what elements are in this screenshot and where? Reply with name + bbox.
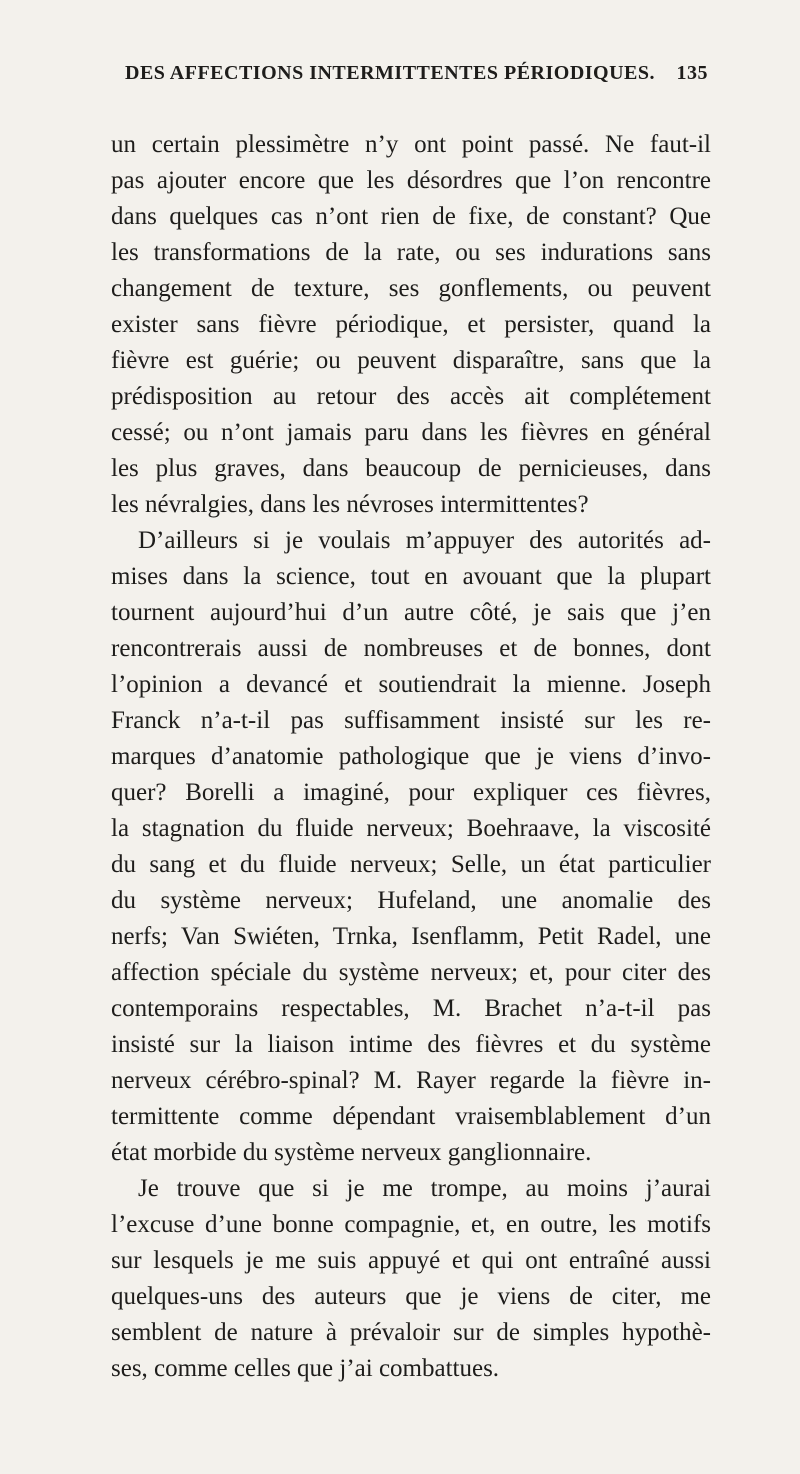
text-line: les transformations de la rate, ou ses indurations sans bbox=[111, 239, 711, 266]
text-line: insisté sur la liaison intime des fièvres et du système bbox=[111, 1031, 711, 1058]
text-line: un certain plessimètre n’y ont point passé. Ne faut-il bbox=[111, 131, 711, 158]
text-line: cessé; ou n’ont jamais paru dans les fièvres en général bbox=[111, 419, 711, 446]
text-line: les névralgies, dans les névroses intermittentes? bbox=[111, 491, 589, 518]
text-line: la stagnation du fluide nerveux; Boehraave, la viscosité bbox=[111, 815, 711, 842]
text-line: Franck n’a-t-il pas suffisamment insisté sur les re- bbox=[111, 707, 711, 734]
text-line: exister sans fièvre périodique, et persister, quand la bbox=[111, 311, 711, 338]
text-line: contemporains respectables, M. Brachet n’a-t-il pas bbox=[111, 995, 711, 1022]
text-line: marques d’anatomie pathologique que je viens d’invo- bbox=[111, 743, 711, 770]
text-line: rencontrerais aussi de nombreuses et de bonnes, dont bbox=[111, 635, 711, 662]
text-line: nerfs; Van Swiéten, Trnka, Isenflamm, Petit Radel, une bbox=[111, 923, 711, 950]
text-line: du sang et du fluide nerveux; Selle, un état particulier bbox=[111, 851, 711, 878]
text-line: affection spéciale du système nerveux; et, pour citer des bbox=[111, 959, 711, 986]
text-line: état morbide du système nerveux ganglionnaire. bbox=[111, 1139, 592, 1166]
running-title: DES AFFECTIONS INTERMITTENTES PÉRIODIQUES. bbox=[125, 62, 656, 84]
text-line: termittente comme dépendant vraisemblablement d’un bbox=[111, 1103, 711, 1130]
page-number: 135 bbox=[676, 62, 708, 84]
text-line: mises dans la science, tout en avouant que la plupart bbox=[111, 563, 711, 590]
text-line: Je trouve que si je me trompe, au moins j’aurai bbox=[138, 1175, 711, 1202]
text-line: ses, comme celles que j’ai combattues. bbox=[111, 1355, 500, 1382]
text-line: quer? Borelli a imaginé, pour expliquer ces fièvres, bbox=[111, 779, 711, 806]
text-line: tournent aujourd’hui d’un autre côté, je sais que j’en bbox=[111, 599, 711, 626]
text-line: fièvre est guérie; ou peuvent disparaître, sans que la bbox=[111, 347, 711, 374]
text-line: dans quelques cas n’ont rien de fixe, de constant? Que bbox=[111, 203, 711, 230]
text-line: les plus graves, dans beaucoup de pernicieuses, dans bbox=[111, 455, 711, 482]
body-text bbox=[111, 127, 711, 1387]
text-line: l’excuse d’une bonne compagnie, et, en outre, les motifs bbox=[111, 1211, 711, 1238]
text-line: changement de texture, ses gonflements, ou peuvent bbox=[111, 275, 711, 302]
page-header bbox=[125, 62, 708, 85]
text-line: quelques-uns des auteurs que je viens de citer, me bbox=[111, 1283, 711, 1310]
text-line: l’opinion a devancé et soutiendrait la mienne. Joseph bbox=[111, 671, 711, 698]
text-line: nerveux cérébro-spinal? M. Rayer regarde la fièvre in- bbox=[111, 1067, 711, 1094]
text-line: du système nerveux; Hufeland, une anomalie des bbox=[111, 887, 711, 914]
text-line: sur lesquels je me suis appuyé et qui ont entraîné aussi bbox=[111, 1247, 711, 1274]
text-line: pas ajouter encore que les désordres que l’on rencontre bbox=[111, 167, 711, 194]
text-line: prédisposition au retour des accès ait complétement bbox=[111, 383, 711, 410]
text-line: semblent de nature à prévaloir sur de simples hypothè- bbox=[111, 1319, 711, 1346]
text-line: D’ailleurs si je voulais m’appuyer des autorités ad- bbox=[138, 527, 711, 554]
